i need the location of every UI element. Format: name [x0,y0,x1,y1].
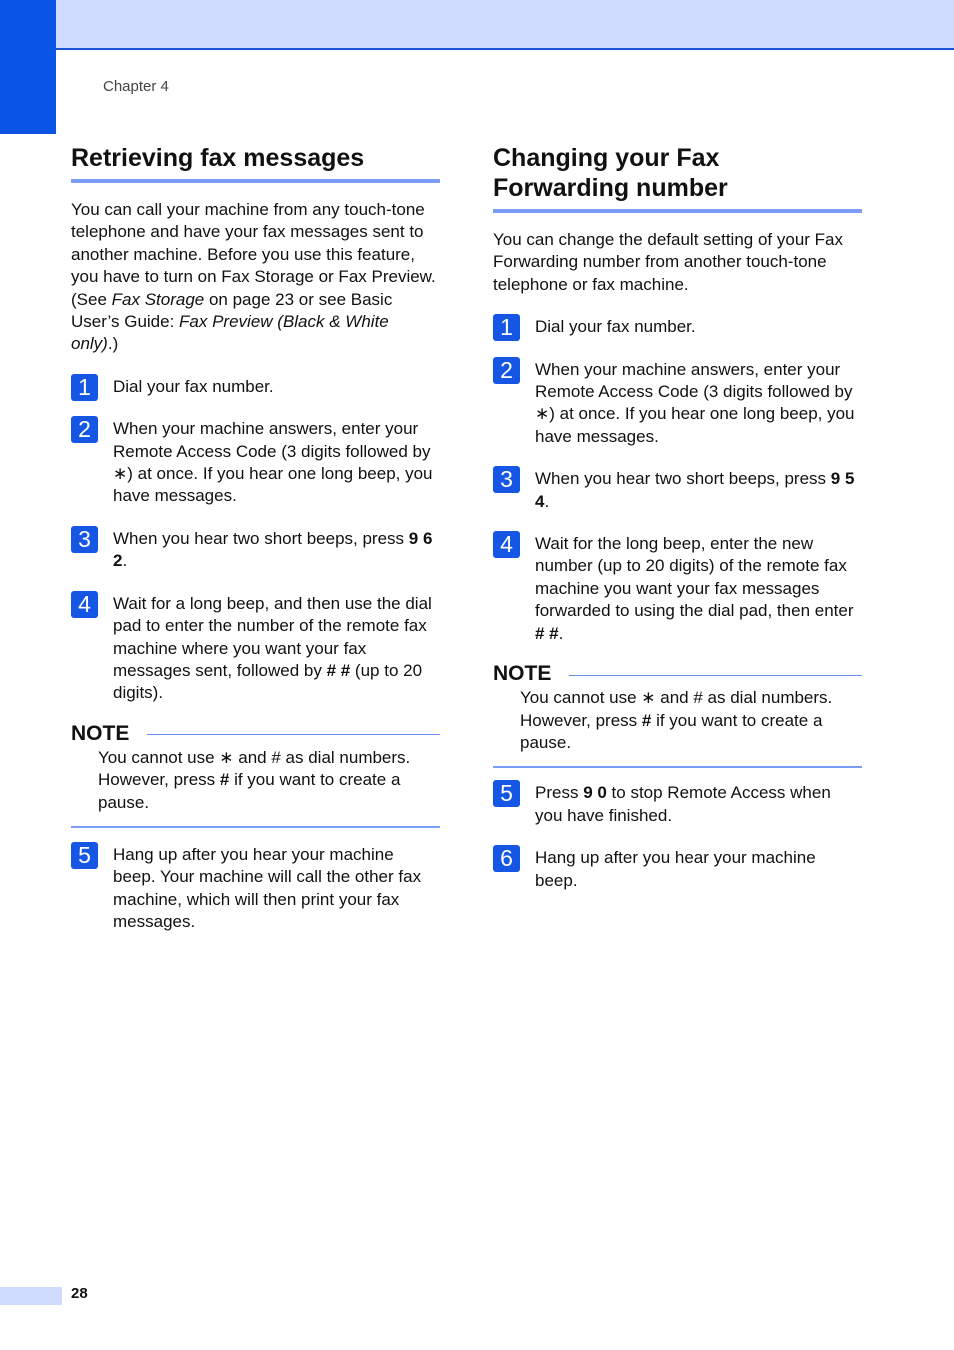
step-text: Dial your fax number. [535,317,696,337]
link-fax-storage: Fax Storage [111,289,205,309]
section-title-retrieving: Retrieving fax messages [71,143,440,183]
chapter-tab [0,0,56,134]
step-number-badge: 2 [71,416,98,443]
link-fax-preview: Fax Preview (Black & White only) [71,312,389,354]
step-4 [493,531,862,645]
step-3 [493,466,862,513]
step-text: When you hear two short beeps, press 9 6 2. [113,528,433,571]
step-4 [71,591,440,705]
intro-paragraph: You can change the default setting of your Fax Forwarding number from another touch-tone telephone or fax machine. [493,230,844,294]
step-6 [493,845,862,892]
note-title: NOTE [493,662,552,686]
key-sequence: 9 5 4 [535,469,855,511]
page-number: 28 [71,1285,88,1302]
step-1 [71,374,440,398]
step-number-badge: 3 [493,466,520,493]
left-column [71,143,440,934]
header-band [0,0,954,50]
step-text: Press 9 0 to stop Remote Access when you have finished. [535,783,831,825]
note-box [71,721,440,828]
step-5 [493,780,862,827]
intro-paragraph: You can call your machine from any touch-tone telephone and have your fax messages sent to another machine. Before you use this feature, you have to turn on Fax Storage or Fax Preview. (See Fax Storage on page 23 or see Basic User’s Guide: Fax Preview (Black & White only).) [71,200,436,354]
step-5 [71,842,440,934]
note-title: NOTE [71,721,130,745]
step-number-badge: 1 [493,314,520,341]
chapter-label: Chapter 4 [103,78,169,95]
step-2 [493,357,862,449]
step-number-badge: 6 [493,845,520,872]
step-text: Dial your fax number. [113,376,274,396]
step-number-badge: 4 [493,531,520,558]
note-header [71,721,440,747]
step-number-badge: 5 [493,780,520,807]
key-sequence: 9 0 [583,783,607,803]
step-text: Wait for a long beep, and then use the dial pad to enter the number of the remote fax machine where you want your fax messages sent, followed by # # (up to 20 digits). [113,593,432,703]
note-box [493,661,862,768]
step-text: When you hear two short beeps, press 9 5 4. [535,469,855,511]
step-text: When your machine answers, enter your Remote Access Code (3 digits followed by ∗) at once. If you hear one long beep, you have messages. [535,359,855,446]
step-number-badge: 2 [493,357,520,384]
key-sequence: # # [535,623,559,643]
step-number-badge: 4 [71,591,98,618]
step-text: Hang up after you hear your machine beep. [535,848,816,890]
key-sequence: # # [326,660,351,680]
step-number-badge: 1 [71,374,98,401]
footer-tab [0,1287,62,1305]
key-sequence: 9 6 2 [113,528,433,571]
step-number-badge: 5 [71,842,98,869]
step-2 [71,416,440,508]
note-rule [569,675,862,676]
step-3 [71,526,440,573]
note-rule [147,734,440,735]
note-text: You cannot use ∗ and # as dial numbers. However, press # if you want to create a pause. [98,747,411,812]
step-text: Wait for the long beep, enter the new number (up to 20 digits) of the remote fax machine you want your fax messages forwarded to using the dial pad, then enter # #. [535,534,854,643]
step-number-badge: 3 [71,526,98,553]
step-text: Hang up after you hear your machine beep. Your machine will call the other fax machine, which will then print your fax messages. [113,844,422,932]
step-text: When your machine answers, enter your Remote Access Code (3 digits followed by ∗) at once. If you hear one long beep, you have messages. [113,419,433,506]
note-header [493,661,862,687]
right-column [493,143,862,892]
note-text: You cannot use ∗ and # as dial numbers. However, press # if you want to create a pause. [520,688,833,752]
step-1 [493,314,862,341]
section-title-forwarding: Changing your Fax Forwarding number [493,143,862,213]
